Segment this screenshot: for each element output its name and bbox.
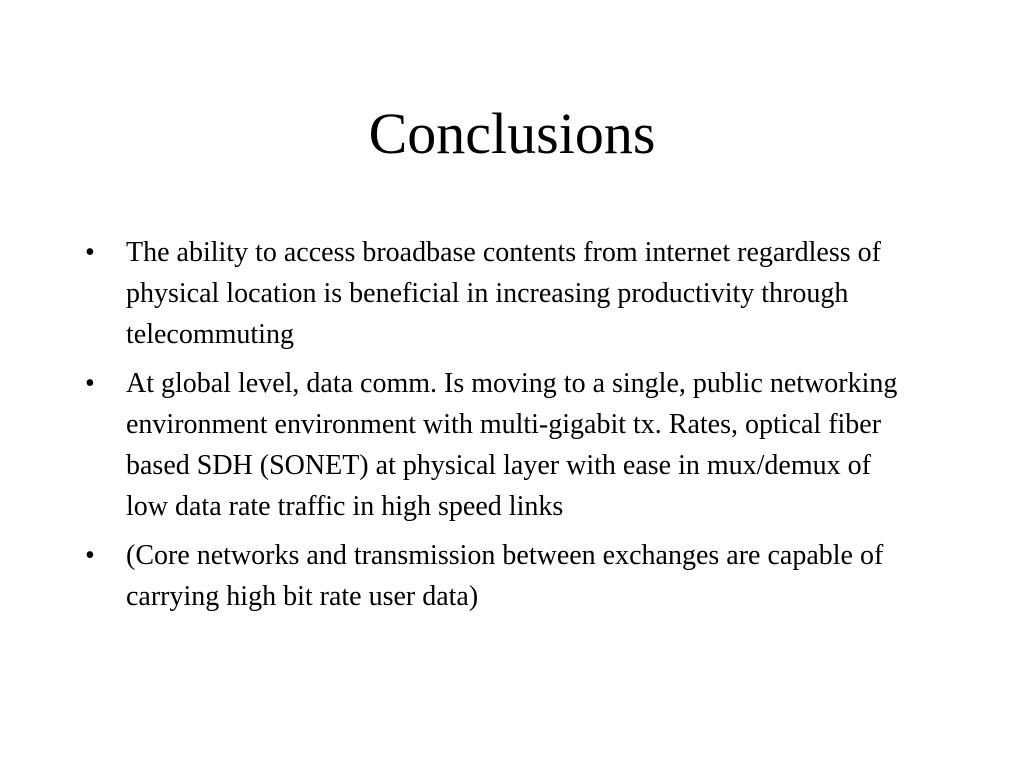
bullet-list (85, 232, 915, 625)
bullet-text: (Core networks and transmission between exchanges are capable of carrying high bit rate user data) (126, 540, 884, 612)
bullet-marker: • (85, 540, 95, 571)
bullet-marker: • (85, 368, 95, 399)
bullet-item (85, 363, 915, 527)
bullet-item (85, 535, 915, 617)
slide-title: Conclusions (368, 101, 656, 166)
bullet-text: The ability to access broadbase contents from internet regardless of physical location is beneficial in increasing productivity through telecommuting (126, 237, 881, 350)
bullet-marker: • (85, 237, 95, 268)
bullet-text: At global level, data comm. Is moving to a single, public networking environment environment with multi-gigabit tx. Rates, optical fiber based SDH (SONET) at physical layer with ease in mux/demux of low data rate traffic in high speed links (126, 368, 898, 522)
bullet-item (85, 232, 915, 355)
